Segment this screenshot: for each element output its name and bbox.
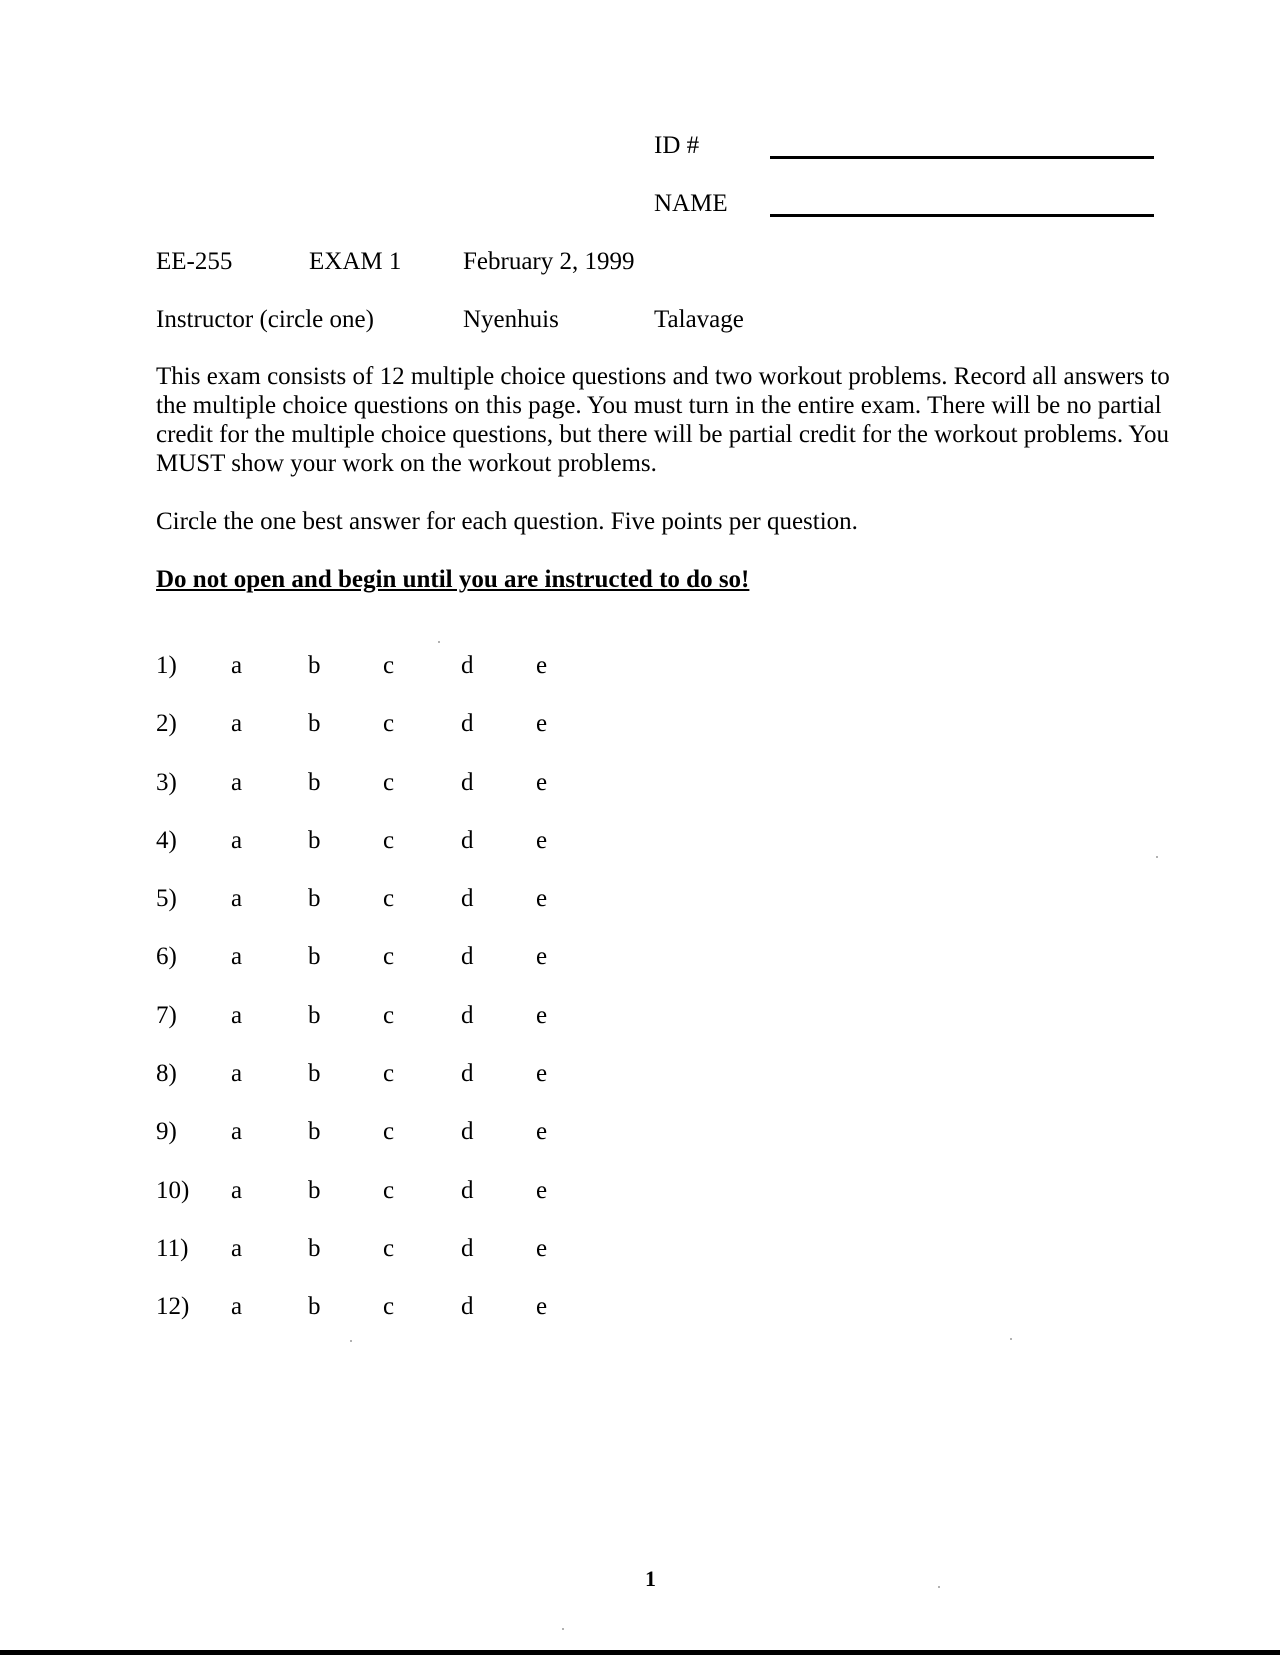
answer-choice-a[interactable]: a xyxy=(231,768,243,796)
name-label: NAME xyxy=(654,190,728,217)
answer-choice-c[interactable]: c xyxy=(383,885,395,913)
answer-choice-c[interactable]: c xyxy=(383,652,395,679)
scan-speck xyxy=(1156,856,1158,858)
name-field[interactable] xyxy=(770,214,1154,217)
answer-choice-b[interactable]: b xyxy=(308,826,321,854)
answer-choice-b[interactable]: b xyxy=(308,1176,321,1204)
answer-choice-a[interactable]: a xyxy=(231,652,243,679)
answer-choice-e[interactable]: e xyxy=(536,1001,548,1029)
answer-choice-e[interactable]: e xyxy=(536,710,548,738)
instructor-option-talavage[interactable]: Talavage xyxy=(654,306,744,333)
answer-choice-c[interactable]: c xyxy=(383,1234,395,1262)
question-number: 6) xyxy=(156,943,177,971)
scan-speck xyxy=(350,1340,352,1342)
answer-choice-a[interactable]: a xyxy=(231,1293,243,1321)
answer-choice-e[interactable]: e xyxy=(536,826,548,854)
answer-choice-d[interactable]: d xyxy=(461,1176,474,1204)
answer-choice-b[interactable]: b xyxy=(308,652,321,679)
answer-choice-c[interactable]: c xyxy=(383,1001,395,1029)
answer-choice-e[interactable]: e xyxy=(536,652,548,679)
answer-choice-d[interactable]: d xyxy=(461,652,474,679)
answer-choice-c[interactable]: c xyxy=(383,943,395,971)
answer-choice-d[interactable]: d xyxy=(461,885,474,913)
answer-choice-d[interactable]: d xyxy=(461,1001,474,1029)
exam-title: EXAM 1 xyxy=(309,248,402,275)
exam-date: February 2, 1999 xyxy=(463,248,635,275)
answer-choice-a[interactable]: a xyxy=(231,1176,243,1204)
answer-choice-d[interactable]: d xyxy=(461,943,474,971)
answer-choice-b[interactable]: b xyxy=(308,1293,321,1321)
answer-choice-e[interactable]: e xyxy=(536,768,548,796)
instructor-option-nyenhuis[interactable]: Nyenhuis xyxy=(463,306,559,333)
question-number: 2) xyxy=(156,710,177,738)
course-code: EE-255 xyxy=(156,248,233,275)
id-field[interactable] xyxy=(770,156,1154,159)
answer-choice-e[interactable]: e xyxy=(536,1234,548,1262)
question-number: 10) xyxy=(156,1176,190,1204)
answer-choice-c[interactable]: c xyxy=(383,1118,395,1146)
answer-choice-e[interactable]: e xyxy=(536,1060,548,1088)
answer-choice-b[interactable]: b xyxy=(308,1118,321,1146)
answer-choice-d[interactable]: d xyxy=(461,768,474,796)
answer-choice-a[interactable]: a xyxy=(231,1118,243,1146)
answer-choice-a[interactable]: a xyxy=(231,710,243,738)
answer-choice-b[interactable]: b xyxy=(308,885,321,913)
answer-choice-a[interactable]: a xyxy=(231,1060,243,1088)
answer-choice-b[interactable]: b xyxy=(308,1234,321,1262)
answer-choice-a[interactable]: a xyxy=(231,943,243,971)
answer-choice-a[interactable]: a xyxy=(231,826,243,854)
circle-note: Circle the one best answer for each question. Five points per question. xyxy=(156,508,858,535)
answer-choice-a[interactable]: a xyxy=(231,1234,243,1262)
answer-choice-b[interactable]: b xyxy=(308,1001,321,1029)
id-label: ID # xyxy=(654,132,700,159)
question-number: 3) xyxy=(156,768,177,796)
scan-speck xyxy=(938,1586,940,1588)
warning-text: Do not open and begin until you are instructed to do so! xyxy=(156,566,750,593)
instructions-block xyxy=(156,362,1206,594)
scan-speck xyxy=(562,1628,564,1630)
answer-choice-b[interactable]: b xyxy=(308,768,321,796)
instructor-label: Instructor (circle one) xyxy=(156,306,374,333)
answer-choice-c[interactable]: c xyxy=(383,768,395,796)
question-number: 4) xyxy=(156,826,177,854)
answer-choice-e[interactable]: e xyxy=(536,1118,548,1146)
answer-choice-d[interactable]: d xyxy=(461,1293,474,1321)
question-number: 7) xyxy=(156,1001,177,1029)
answer-choice-d[interactable]: d xyxy=(461,826,474,854)
answer-choice-c[interactable]: c xyxy=(383,1176,395,1204)
scan-edge xyxy=(0,1650,1280,1655)
answer-choice-d[interactable]: d xyxy=(461,1118,474,1146)
answer-choice-c[interactable]: c xyxy=(383,1060,395,1088)
answer-choice-e[interactable]: e xyxy=(536,1176,548,1204)
answer-choice-d[interactable]: d xyxy=(461,1060,474,1088)
answer-choice-d[interactable]: d xyxy=(461,1234,474,1262)
scan-speck xyxy=(1010,1338,1012,1340)
page-number: 1 xyxy=(645,1566,656,1591)
instructions-paragraph: This exam consists of 12 multiple choice questions and two workout problems. Record all answers to the multiple choice questions on this page. You must turn in the entire exam. There will be no partial credit for the multiple choice questions, but there will be partial credit for the workout problems. You MUST show your work on the workout problems. xyxy=(156,363,1170,477)
question-number: 11) xyxy=(156,1234,189,1262)
question-number: 5) xyxy=(156,885,177,913)
answer-choice-e[interactable]: e xyxy=(536,885,548,913)
answer-choice-e[interactable]: e xyxy=(536,1293,548,1321)
answer-choice-d[interactable]: d xyxy=(461,710,474,738)
question-number: 9) xyxy=(156,1118,177,1146)
scan-speck xyxy=(438,641,440,643)
answer-choice-a[interactable]: a xyxy=(231,1001,243,1029)
question-number: 1) xyxy=(156,652,177,679)
answer-choice-b[interactable]: b xyxy=(308,943,321,971)
answer-choice-e[interactable]: e xyxy=(536,943,548,971)
answer-choice-c[interactable]: c xyxy=(383,710,395,738)
question-number: 8) xyxy=(156,1060,177,1088)
answer-choice-b[interactable]: b xyxy=(308,1060,321,1088)
answer-choice-a[interactable]: a xyxy=(231,885,243,913)
answer-choice-c[interactable]: c xyxy=(383,826,395,854)
question-number: 12) xyxy=(156,1293,190,1321)
answer-choice-c[interactable]: c xyxy=(383,1293,395,1321)
answer-choice-b[interactable]: b xyxy=(308,710,321,738)
